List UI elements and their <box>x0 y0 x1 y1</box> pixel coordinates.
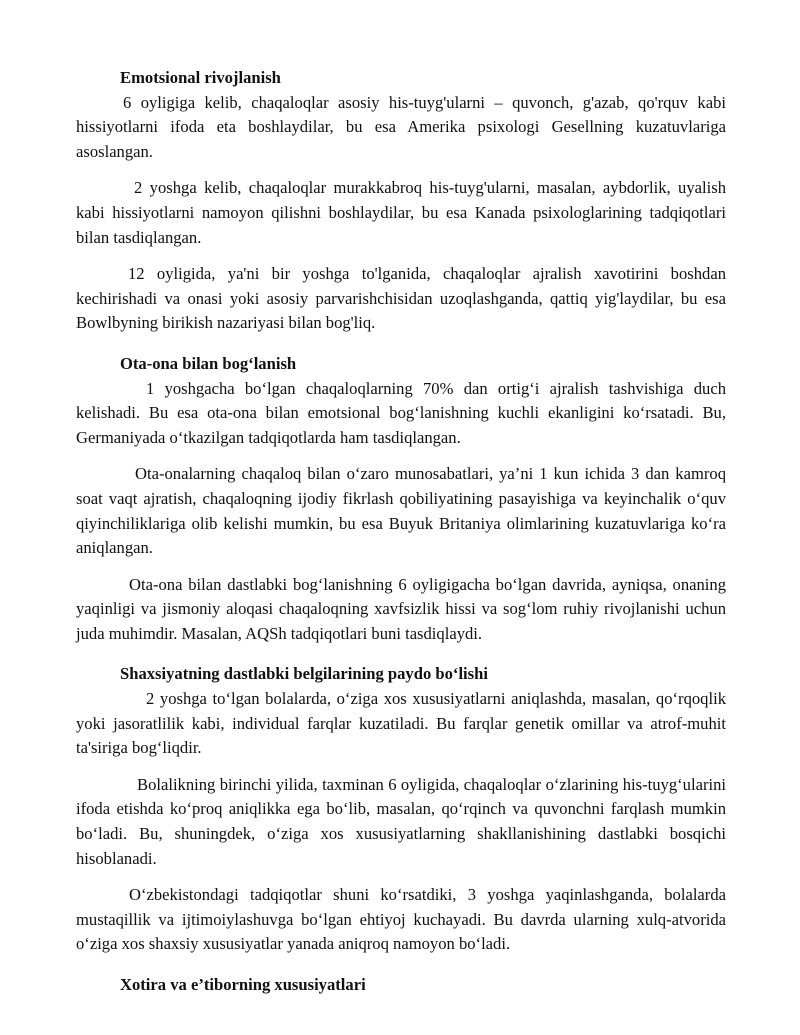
section-heading: Emotsional rivojlanish <box>120 68 281 87</box>
paragraph: O‘zbekistondagi tadqiqotlar shuni ko‘rsatdiki, 3 yoshga yaqinlashganda, bolalarda mustaqillik va ijtimoiylashuvga bo‘lgan ehtiyoj kuchayadi. Bu davrda ularning xulq-atvorida o‘ziga xos shaxsiy xususiyatlar yanada aniqroq namoyon bo‘ladi. <box>76 885 726 954</box>
section-emotional-development <box>76 66 726 336</box>
paragraph: 1 yoshgacha bo‘lgan chaqaloqlarning 70% dan ortig‘i ajralish tashvishiga duch kelishadi. Bu esa ota-ona bilan emotsional bog‘lanishning kuchli ekanligini ko‘rsatadi. Bu, Germaniyada o‘tkazilgan tadqiqotlarda ham tasdiqlangan. <box>76 378 726 447</box>
document-page <box>76 66 726 998</box>
paragraph: 2 yoshga kelib, chaqaloqlar murakkabroq his-tuyg'ularni, masalan, aybdorlik, uyalish kabi hissiyotlarni namoyon qilishni boshlaydilar, bu esa Kanada psixologlarining tadqiqotlari bilan tasdiqlangan. <box>76 178 726 247</box>
section-heading: Shaxsiyatning dastlabki belgilarining paydo bo‘lishi <box>120 664 488 684</box>
section-parent-attachment <box>76 352 726 647</box>
paragraph: 6 oyligiga kelib, chaqaloqlar asosiy his-tuyg'ularni – quvonch, g'azab, qo'rquv kabi hissiyotlarni ifoda eta boshlaydilar, bu esa Amerika psixologi Gesellning kuzatuvlariga asoslangan. <box>76 92 726 161</box>
paragraph: Bolalikning birinchi yilida, taxminan 6 oyligida, chaqaloqlar o‘zlarining his-tuyg‘ularini ifoda etishda ko‘proq aniqlikka ega bo‘lib, masalan, qo‘rqinch va quvonchni farqlash mumkin bo‘ladi. Bu, shuningdek, o‘ziga xos xususiyatlarning shakllanishining dastlabki bosqichi hisoblanadi. <box>76 774 726 868</box>
section-heading: Ota-ona bilan bog‘lanish <box>120 353 297 373</box>
section-memory-attention <box>76 973 726 998</box>
paragraph: Ota-onalarning chaqaloq bilan o‘zaro munosabatlari, ya’ni 1 kun ichida 3 dan kamroq soat vaqt ajratish, chaqaloqning ijodiy fikrlash qobiliyatining pasayishiga va keyinchalik o‘quv qiyinchiliklariga olib kelishi mumkin, bu esa Buyuk Britaniya olimlarining kuzatuvlariga ko‘ra aniqlangan. <box>76 464 726 558</box>
paragraph: Ota-ona bilan dastlabki bog‘lanishning 6 oyligigacha bo‘lgan davrida, ayniqsa, onaning yaqinligi va jismoniy aloqasi chaqaloqning xavfsizlik hissi va sog‘lom ruhiy rivojlanishi uchun juda muhimdir. Masalan, AQSh tadqiqotlari buni tasdiqlaydi. <box>76 574 726 643</box>
paragraph: 12 oyligida, ya'ni bir yoshga to'lganida, chaqaloqlar ajralish xavotirini boshdan kechirishadi va onasi yoki asosiy parvarishchisidan uzoqlashganda, qattiq yig'laydilar, bu esa Bowlbyning birikish nazariyasi bilan bog'liq. <box>76 264 726 333</box>
section-personality-traits <box>76 662 726 957</box>
paragraph: 2 yoshga to‘lgan bolalarda, o‘ziga xos xususiyatlarni aniqlashda, masalan, qo‘rqoqlik yoki jasoratlilik kabi, individual farqlar kuzatiladi. Bu farqlar genetik omillar va atrof-muhit ta'siriga bog‘liqdir. <box>76 689 726 758</box>
section-heading: Xotira va e’tiborning xususiyatlari <box>120 975 366 994</box>
